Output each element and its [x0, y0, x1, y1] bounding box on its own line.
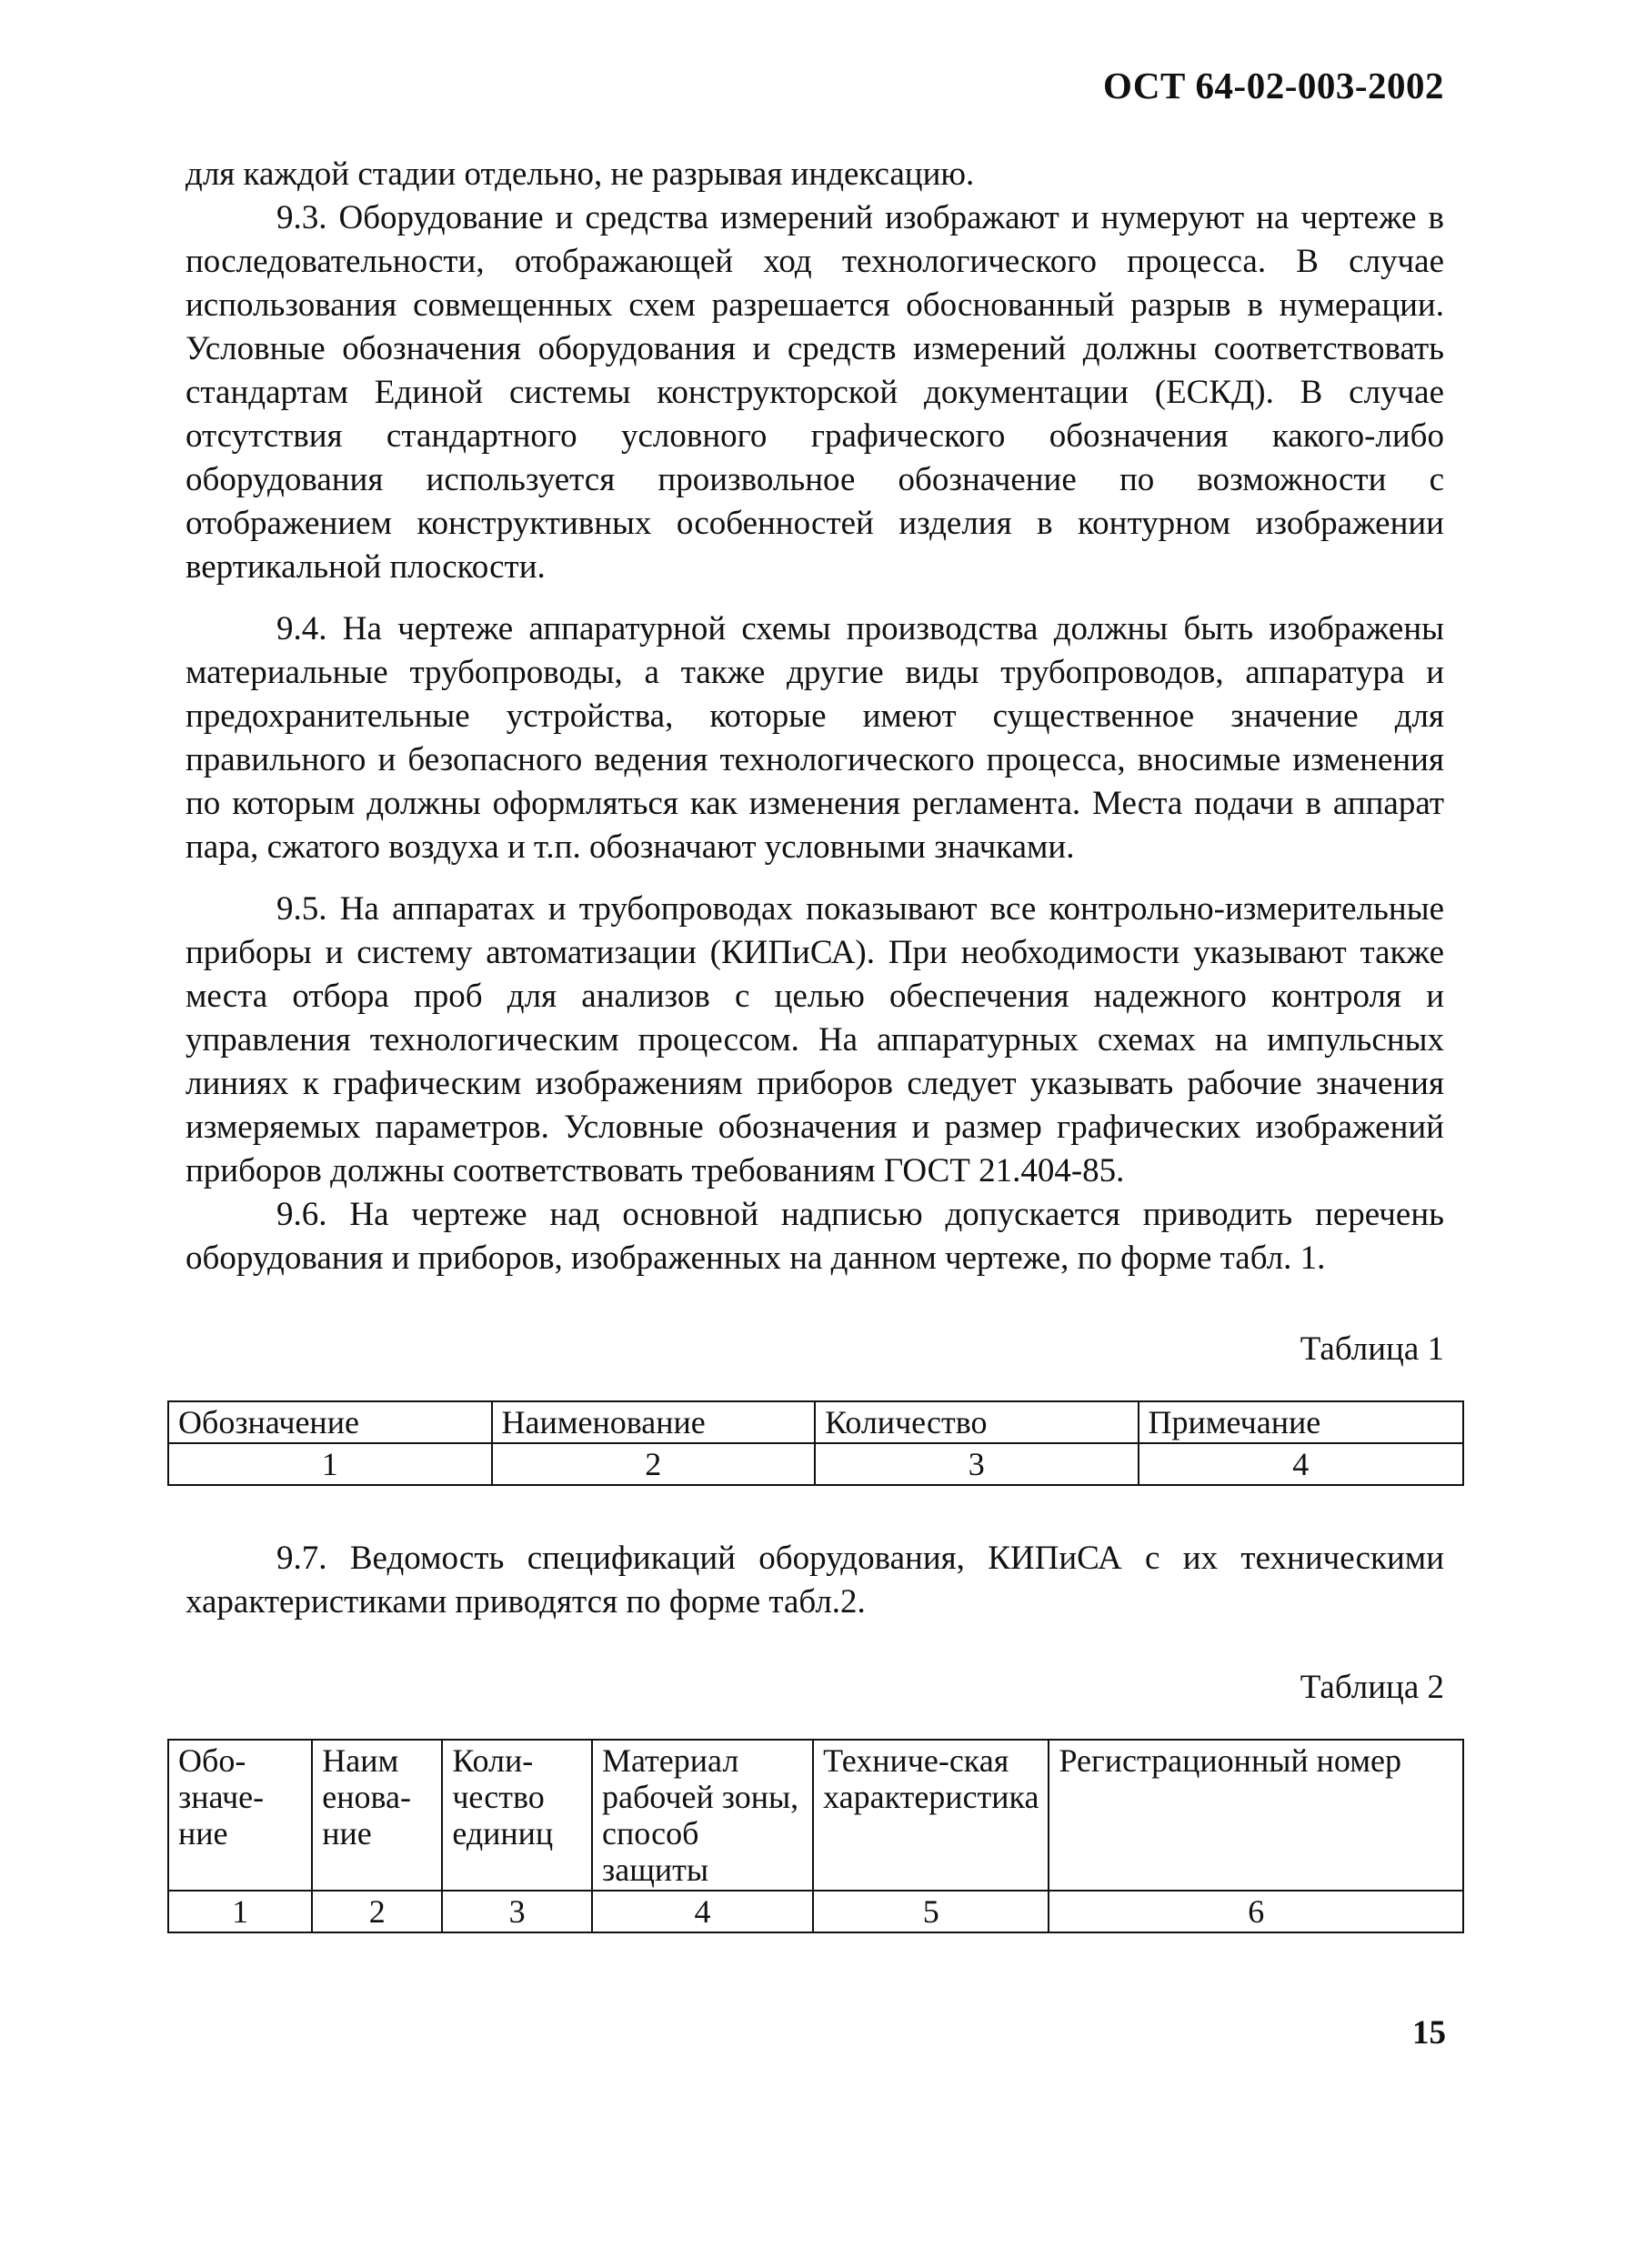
table-2-header-material: Материал рабочей зоны, способ защиты: [592, 1740, 813, 1891]
table-2-number-cell: 2: [312, 1891, 442, 1932]
page-number: 15: [1412, 2014, 1446, 2052]
table-1-number-cell: 1: [168, 1443, 492, 1485]
table-2-header-designation: Обо-значе-ние: [168, 1740, 312, 1891]
paragraph-9-7: 9.7. Ведомость спецификаций оборудования, КИПиСА с их техническими характеристиками приводятся по форме табл.2.: [186, 1540, 1444, 1621]
table-1: [167, 1400, 1464, 1486]
table-1-label: Таблица 1: [1300, 1330, 1444, 1368]
table-2-number-cell: 5: [813, 1891, 1049, 1932]
table-2-header-row: [168, 1740, 1463, 1891]
table-1-header-designation: Обозначение: [168, 1401, 492, 1443]
table-2-number-cell: 3: [442, 1891, 592, 1932]
table-2-number-cell: 6: [1049, 1891, 1463, 1932]
document-body-2: [186, 1537, 1444, 1624]
table-2: [167, 1739, 1464, 1933]
table-1-header-note: Примечание: [1139, 1401, 1463, 1443]
table-1-header-quantity: Количество: [815, 1401, 1138, 1443]
table-1-header-row: [168, 1401, 1463, 1443]
table-2-header-name: Наим енова-ние: [312, 1740, 442, 1891]
document-body: [186, 153, 1444, 1280]
table-1-number-row: [168, 1443, 1463, 1485]
paragraph-9-5: 9.5. На аппаратах и трубопроводах показывают все контрольно-измерительные приборы и систему автоматизации (КИПиСА). При необходимости указывают также места отбора проб для анализов с целью обеспечения надежного контроля и управления технологическим процессом. На аппаратурных схемах на импульсных линиях к графическим изображениям приборов следует указывать рабочие значения измеряемых параметров. Условные обозначения и размер графических изображений приборов должны соответствовать требованиям ГОСТ 21.404-85.: [186, 890, 1444, 1189]
table-2-number-cell: 4: [592, 1891, 813, 1932]
table-1-header-name: Наименование: [492, 1401, 816, 1443]
table-2-number-row: [168, 1891, 1463, 1932]
table-1-number-cell: 4: [1139, 1443, 1463, 1485]
paragraph-9-3: 9.3. Оборудование и средства измерений изображают и нумеруют на чертеже в последовательности, отображающей ход технологического процесса. В случае использования совмещенных схем разрешается обоснованный разрыв в нумерации. Условные обозначения оборудования и средств измерений должны соответствовать стандартам Единой системы конструкторской документации (ЕСКД). В случае отсутствия стандартного условного графического обозначения какого-либо оборудования используется произвольное обозначение по возможности с отображением конструктивных особенностей изделия в контурном изображении вертикальной плоскости.: [186, 199, 1444, 586]
paragraph-continuation: для каждой стадии отдельно, не разрывая индексацию.: [186, 156, 975, 193]
table-2-label: Таблица 2: [1300, 1669, 1444, 1706]
paragraph-9-6: 9.6. На чертеже над основной надписью допускается приводить перечень оборудования и приборов, изображенных на данном чертеже, по форме табл. 1.: [186, 1196, 1444, 1277]
paragraph-9-4: 9.4. На чертеже аппаратурной схемы производства должны быть изображены материальные трубопроводы, а также другие виды трубопроводов, аппаратура и предохранительные устройства, которые имеют существенное значение для правильного и безопасного ведения технологического процесса, вносимые изменения по которым должны оформляться как изменения регламента. Места подачи в аппарат пара, сжатого воздуха и т.п. обозначают условными значками.: [186, 610, 1444, 866]
document-code: ОСТ 64-02-003-2002: [1102, 65, 1444, 106]
table-2-header-quantity: Коли-чество единиц: [442, 1740, 592, 1891]
table-1-number-cell: 3: [815, 1443, 1138, 1485]
table-1-number-cell: 2: [492, 1443, 816, 1485]
table-2-header-reg-number: Регистрационный номер: [1049, 1740, 1463, 1891]
table-2-header-specs: Техниче-ская характеристика: [813, 1740, 1049, 1891]
table-2-number-cell: 1: [168, 1891, 312, 1932]
